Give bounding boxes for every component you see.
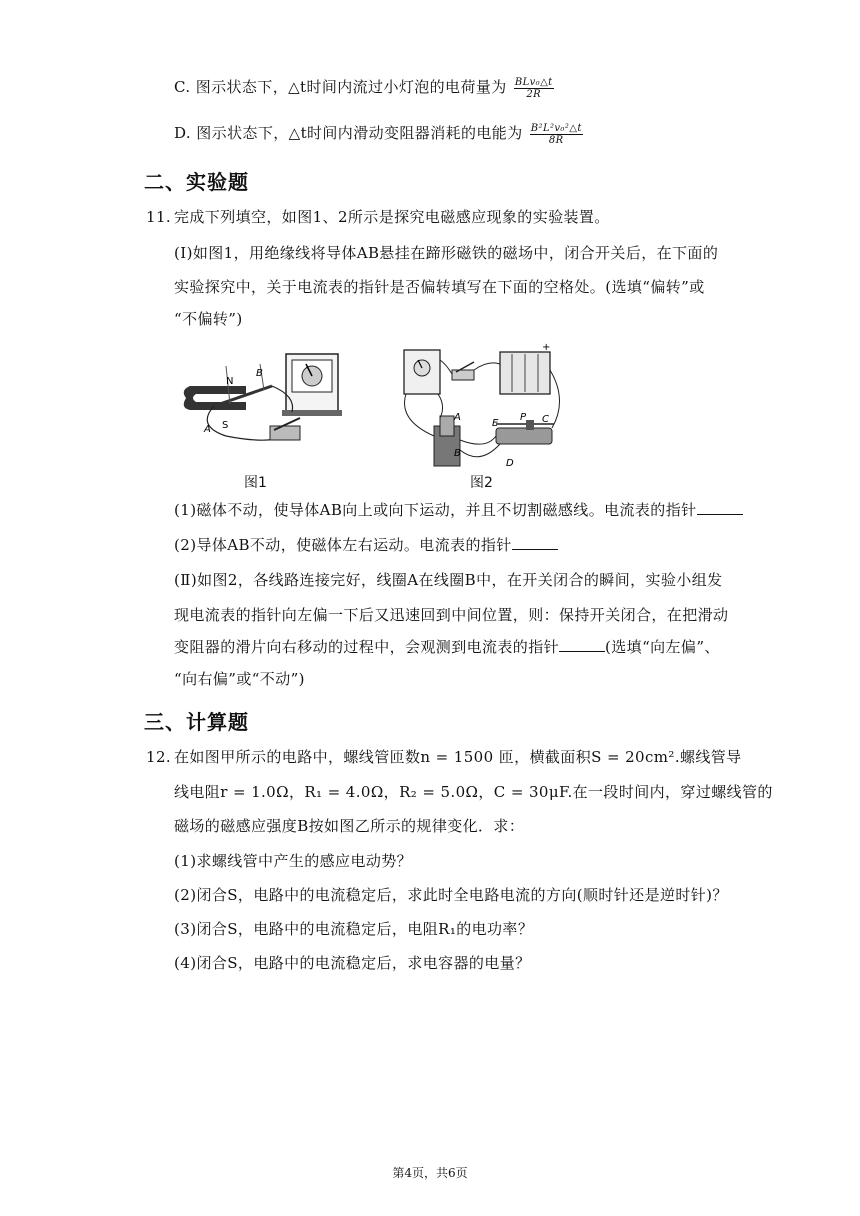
q11-part1-line2: 实验探究中，关于电流表的指针是否偏转填写在下面的空格处。(选填“偏转”或 bbox=[174, 278, 705, 296]
figure-2-apparatus bbox=[396, 340, 568, 472]
q11-sub2-answer-blank[interactable] bbox=[512, 535, 558, 550]
q11-sub2 bbox=[174, 534, 558, 556]
svg-text:+: + bbox=[542, 342, 551, 353]
fig2-label-a: A bbox=[454, 412, 461, 423]
fig2-label-b: B bbox=[454, 448, 461, 459]
q12-sub2: (2)闭合S，电路中的电流稳定后，求此时全电路电流的方向(顺时针还是逆时针)？ bbox=[174, 886, 728, 904]
q11-part1-line3: “不偏转”) bbox=[174, 310, 243, 328]
fig1-label-n: N bbox=[226, 376, 234, 387]
q11-intro-text: 完成下列填空，如图1、2所示是探究电磁感应现象的实验装置。 bbox=[174, 208, 610, 226]
fig2-label-c: C bbox=[542, 414, 549, 425]
q12-line2: 线电阻r = 1.0Ω，R₁ = 4.0Ω，R₂ = 5.0Ω，C = 30μF.在一段时间内，穿过螺线管的 bbox=[174, 783, 773, 801]
figure-2-caption: 图2 bbox=[470, 475, 493, 491]
q12-sub4: (4)闭合S，电路中的电流稳定后，求电容器的电量？ bbox=[174, 954, 531, 972]
option-c-numerator: BLv₀△t bbox=[514, 76, 553, 88]
q11-sub1-text: (1)磁体不动，使导体AB向上或向下运动，并且不切割磁感线。电流表的指针 bbox=[174, 501, 697, 519]
fig2-label-d: D bbox=[506, 458, 514, 469]
option-c bbox=[174, 76, 554, 100]
section-heading-calculation: 三、计算题 bbox=[144, 710, 249, 734]
figure-1-apparatus bbox=[176, 346, 352, 462]
option-d-numerator: B²L²v₀²△t bbox=[530, 122, 582, 134]
q11-intro bbox=[146, 206, 610, 228]
q11-part2-line3-b: (选填“向左偏”、 bbox=[605, 638, 720, 656]
q11-part2-line1: (Ⅱ)如图2，各线路连接完好，线圈A在线圈B中，在开关闭合的瞬间，实验小组发 bbox=[174, 571, 723, 589]
option-c-label: C. bbox=[174, 78, 191, 96]
option-d-denominator: 8R bbox=[548, 134, 564, 146]
option-d bbox=[174, 122, 583, 146]
section-heading-experiment: 二、实验题 bbox=[144, 170, 249, 194]
option-c-denominator: 2R bbox=[526, 88, 542, 100]
q11-number: 11. bbox=[146, 208, 172, 226]
fig2-label-p: P bbox=[520, 412, 527, 423]
fig2-label-e: E bbox=[492, 418, 499, 429]
q11-sub1 bbox=[174, 499, 743, 521]
fig1-label-b: B bbox=[256, 368, 263, 379]
q12-sub1: (1)求螺线管中产生的感应电动势？ bbox=[174, 852, 413, 870]
q11-sub1-answer-blank[interactable] bbox=[697, 500, 743, 515]
option-d-fraction bbox=[530, 123, 583, 146]
q11-part2-line2: 现电流表的指针向左偏一下后又迅速回到中间位置，则：保持开关闭合，在把滑动 bbox=[174, 606, 729, 624]
q12-number: 12. bbox=[146, 748, 172, 766]
q11-part2-line4: “向右偏”或“不动”) bbox=[174, 670, 305, 688]
page-footer: 第4页，共6页 bbox=[392, 1166, 468, 1180]
q11-part2-line3-a: 变阻器的滑片向右移动的过程中，会观测到电流表的指针 bbox=[174, 638, 560, 656]
option-d-text: 图示状态下，△t时间内滑动变阻器消耗的电能为 bbox=[196, 124, 523, 142]
option-c-fraction bbox=[514, 77, 554, 100]
q12-line3: 磁场的磁感应强度B按如图乙所示的规律变化．求： bbox=[174, 817, 525, 835]
q11-part1-line1: (Ⅰ)如图1，用绝缘线将导体AB悬挂在蹄形磁铁的磁场中，闭合开关后，在下面的 bbox=[174, 244, 719, 262]
fig1-label-a: A bbox=[204, 424, 211, 435]
q12-sub3: (3)闭合S，电路中的电流稳定后，电阻R₁的电功率？ bbox=[174, 920, 534, 938]
q12-line1-text: 在如图甲所示的电路中，螺线管匝数n = 1500 匝，横截面积S = 20cm².螺线管导 bbox=[174, 748, 742, 766]
option-d-label: D. bbox=[174, 124, 192, 142]
q12-line1 bbox=[146, 746, 742, 768]
fig1-label-s: S bbox=[222, 420, 229, 431]
q11-sub2-text: (2)导体AB不动，使磁体左右运动。电流表的指针 bbox=[174, 536, 512, 554]
figure-1-caption: 图1 bbox=[244, 475, 267, 491]
q11-part2-line3 bbox=[174, 636, 720, 658]
option-c-text: 图示状态下，△t时间内流过小灯泡的电荷量为 bbox=[195, 78, 507, 96]
q11-part2-answer-blank[interactable] bbox=[559, 637, 605, 652]
